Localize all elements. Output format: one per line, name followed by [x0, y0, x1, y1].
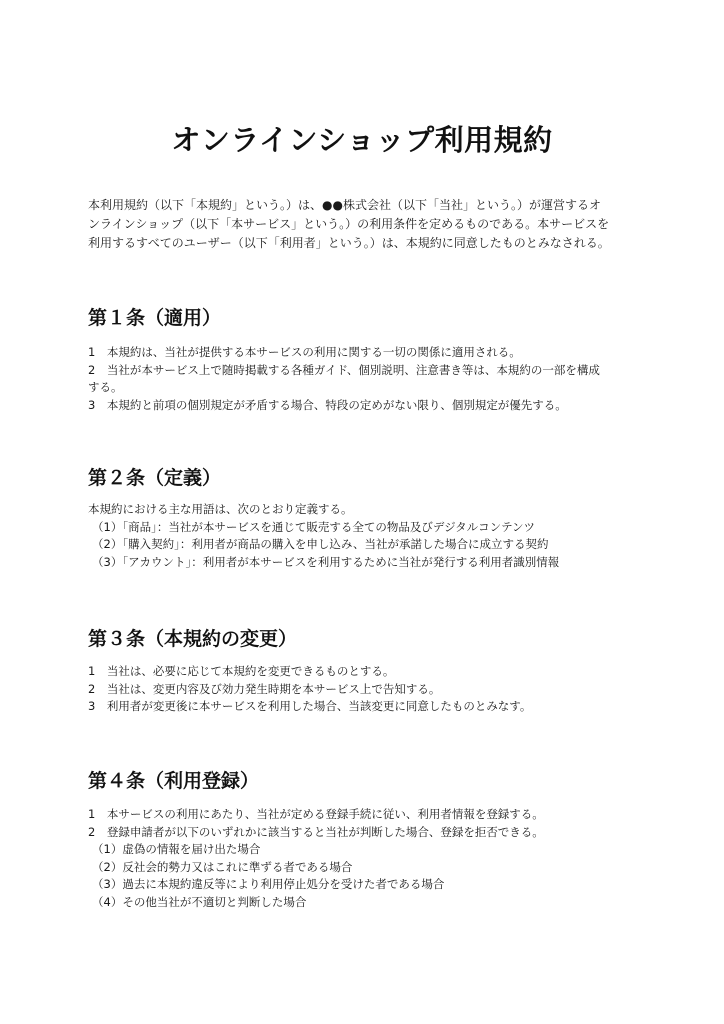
clause-line: 1 本規約は、当社が提供する本サービスの利用に関する一切の関係に適用される。 [88, 345, 521, 359]
clause-line: 3 本規約と前項の個別規定が矛盾する場合、特段の定めがない限り、個別規定が優先する。 [88, 397, 567, 412]
rejection-item: （3）過去に本規約違反等により利用停止処分を受けた者である場合 [92, 877, 445, 892]
definition-item: （1）「商品」：当社が本サービスを通じて販売する全ての物品及びデジタルコンテンツ [92, 519, 536, 534]
section-heading-article-4: 第４条（利用登録） [88, 770, 260, 792]
clause-line: 1 本サービスの利用にあたり、当社が定める登録手続に従い、利用者情報を登録する。 [88, 807, 544, 821]
definition-item: （3）「アカウント」：利用者が本サービスを利用するために当社が発行する利用者識別情報 [92, 554, 560, 569]
definition-item: （2）「購入契約」：利用者が商品の購入を申し込み、当社が承諾した場合に成立する契約 [92, 537, 549, 552]
rejection-item: （2）反社会的勢力又はこれに準ずる者である場合 [92, 859, 353, 874]
clause-line: する。 [88, 380, 123, 395]
section-body-article-2 [88, 501, 648, 571]
section-heading-article-3: 第３条（本規約の変更） [88, 628, 298, 650]
intro-paragraph [88, 196, 648, 253]
document-title: オンラインショップ利用規約 [171, 123, 553, 157]
clause-line: 2 当社が本サービス上で随時掲載する各種ガイド、個別説明、注意書き等は、本規約の一部を構成 [88, 362, 600, 377]
clause-line: 2 登録申請者が以下のいずれかに該当すると当社が判断した場合、登録を拒否できる。 [88, 824, 544, 839]
section-body-article-4 [88, 806, 648, 912]
section-heading-article-2: 第２条（定義） [88, 467, 222, 489]
intro-line: ンラインショップ（以下「本サービス」という。）の利用条件を定めるものである。本サービスを [88, 217, 610, 231]
clause-line: 3 利用者が変更後に本サービスを利用した場合、当該変更に同意したものとみなす。 [88, 699, 532, 714]
clause-line: 本規約における主な用語は、次のとおり定義する。 [88, 502, 353, 516]
section-heading-article-1: 第１条（適用） [88, 307, 222, 329]
intro-line: 利用するすべてのユーザー（以下「利用者」という。）は、本規約に同意したものとみなされる。 [88, 236, 610, 250]
section-body-article-3 [88, 663, 648, 716]
section-body-article-1 [88, 344, 648, 414]
rejection-item: （1）虚偽の情報を届け出た場合 [92, 842, 261, 857]
intro-line: 本利用規約（以下「本規約」という。）は、●●株式会社（以下「当社」という。）が運営するオ [88, 198, 601, 212]
rejection-item: （4）その他当社が不適切と判断した場合 [92, 894, 307, 909]
clause-line: 1 当社は、必要に応じて本規約を変更できるものとする。 [88, 664, 395, 678]
clause-line: 2 当社は、変更内容及び効力発生時期を本サービス上で告知する。 [88, 681, 441, 696]
